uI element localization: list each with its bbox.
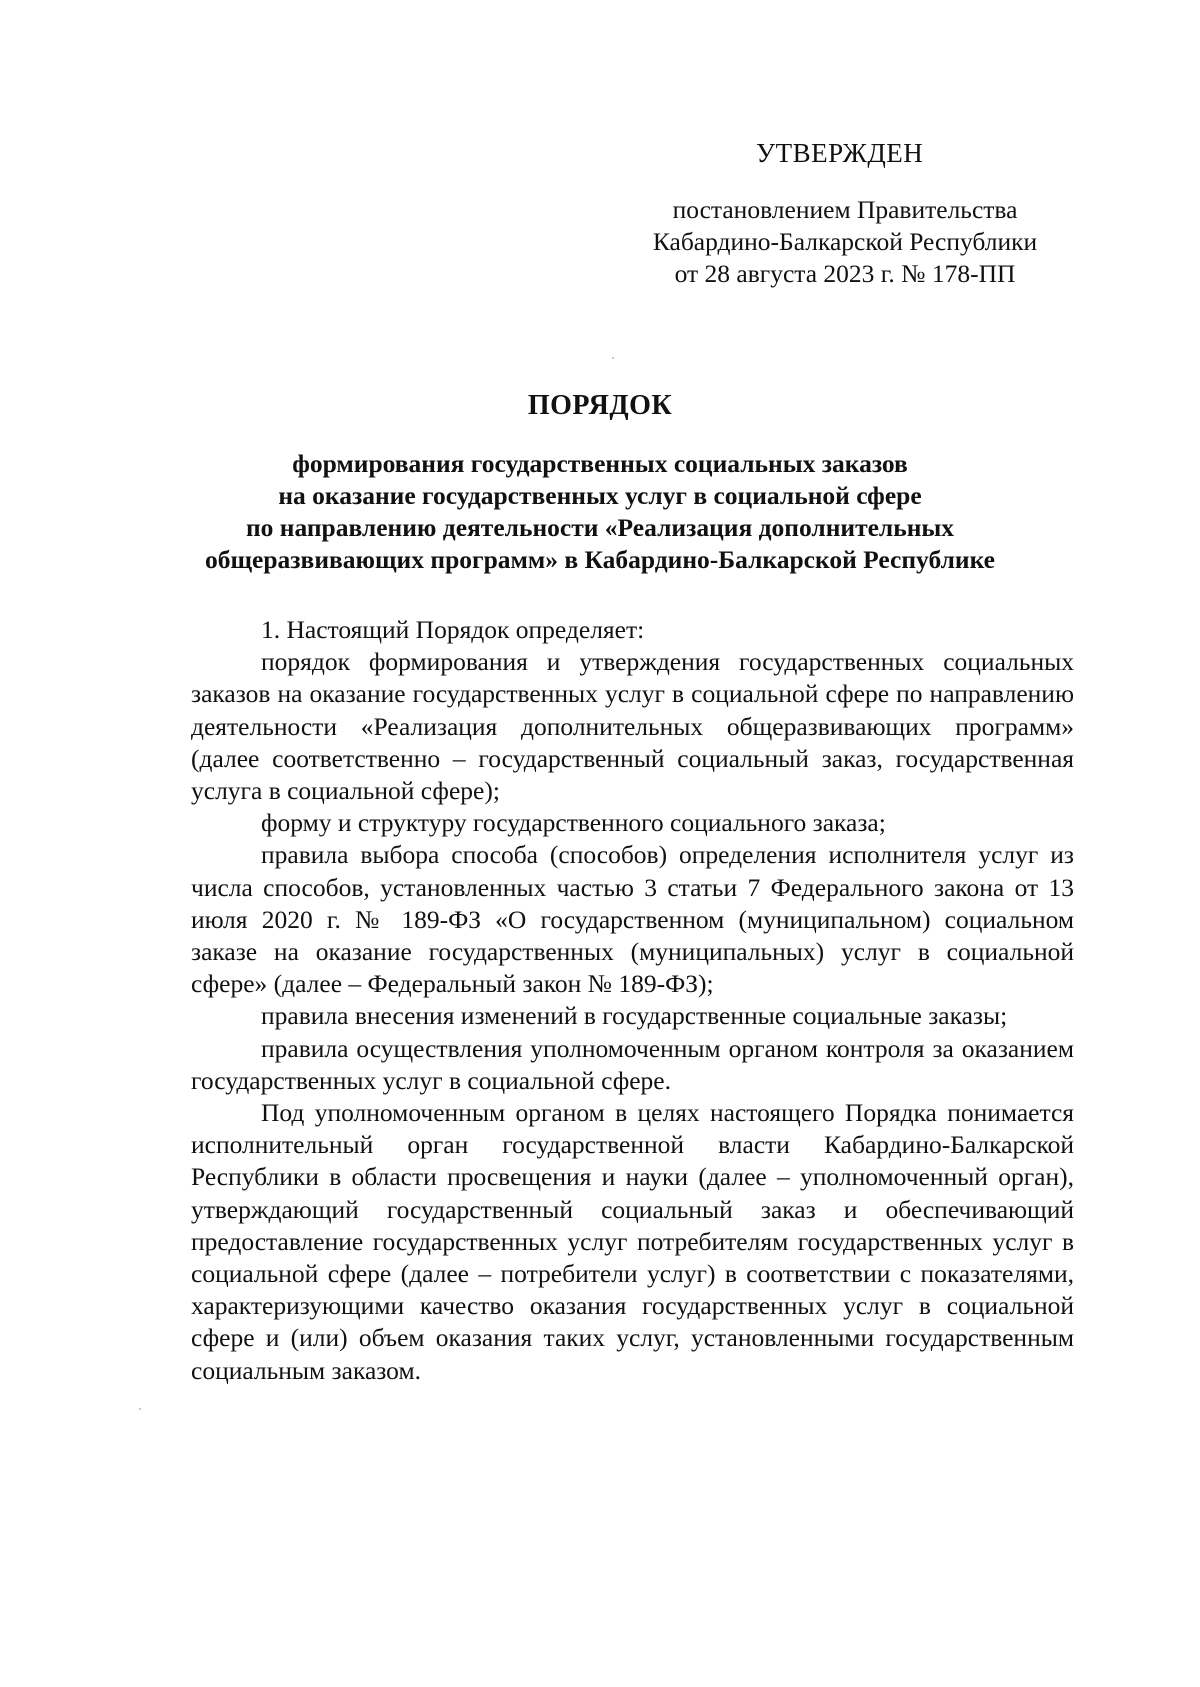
approval-line: постановлением Правительства bbox=[672, 195, 1018, 224]
paragraph: порядок формирования и утверждения государственных социальных заказов на оказание государственных услуг в социальной сфере по направлению деятельности «Реализация дополнительных общеразвивающих программ» (далее соответственно – государственный социальный заказ, государственная услуга в социальной сфере); bbox=[191, 647, 1074, 806]
paragraph: форму и структуру государственного социального заказа; bbox=[261, 808, 886, 838]
paragraph: правила выбора способа (способов) определения исполнителя услуг из числа способов, установленных частью 3 статьи 7 Федерального закона от 13 июля 2020 г. № 189-ФЗ «О государственном (муниципальном) социальном заказе на оказание государственных (муниципальных) услуг в социальной сфере» (далее – Федеральный закон № 189-ФЗ); bbox=[191, 840, 1074, 999]
subtitle-line: по направлению деятельности «Реализация дополнительных bbox=[245, 513, 955, 542]
subtitle-line: на оказание государственных услуг в социальной сфере bbox=[278, 481, 922, 510]
approval-title: УТВЕРЖДЕН bbox=[756, 138, 924, 168]
subtitle-line: общеразвивающих программ» в Кабардино-Балкарской Республике bbox=[205, 545, 995, 574]
subtitle-line: формирования государственных социальных заказов bbox=[292, 449, 908, 478]
paragraph: 1. Настоящий Порядок определяет: bbox=[261, 615, 645, 644]
paragraph: правила внесения изменений в государственные социальные заказы; bbox=[261, 1001, 1008, 1031]
document-body bbox=[191, 614, 1074, 1387]
approval-line: Кабардино-Балкарской Республики bbox=[652, 227, 1038, 256]
paragraph: Под уполномоченным органом в целях настоящего Порядка понимается исполнительный орган государственной власти Кабардино-Балкарской Республики в области просвещения и науки (далее – уполномоченный орган), утверждающий государственный социальный заказ и обеспечивающий предоставление государственных услуг потребителям государственных услуг в социальной сфере (далее – потребители услуг) в соответствии с показателями, характеризующими качество оказания государственных услуг в социальной сфере и (или) объем оказания таких услуг, установленными государственным социальным заказом. bbox=[191, 1098, 1074, 1385]
document-title: ПОРЯДОК bbox=[527, 390, 673, 421]
approval-line: от 28 августа 2023 г. № 178-ПП bbox=[674, 259, 1016, 288]
scan-speck bbox=[139, 1408, 141, 1410]
approval-block bbox=[620, 136, 1070, 290]
document-subtitle bbox=[0, 448, 1200, 576]
scan-speck bbox=[612, 357, 614, 359]
paragraph: правила осуществления уполномоченным органом контроля за оказанием государственных услуг в социальной сфере. bbox=[191, 1033, 1074, 1095]
